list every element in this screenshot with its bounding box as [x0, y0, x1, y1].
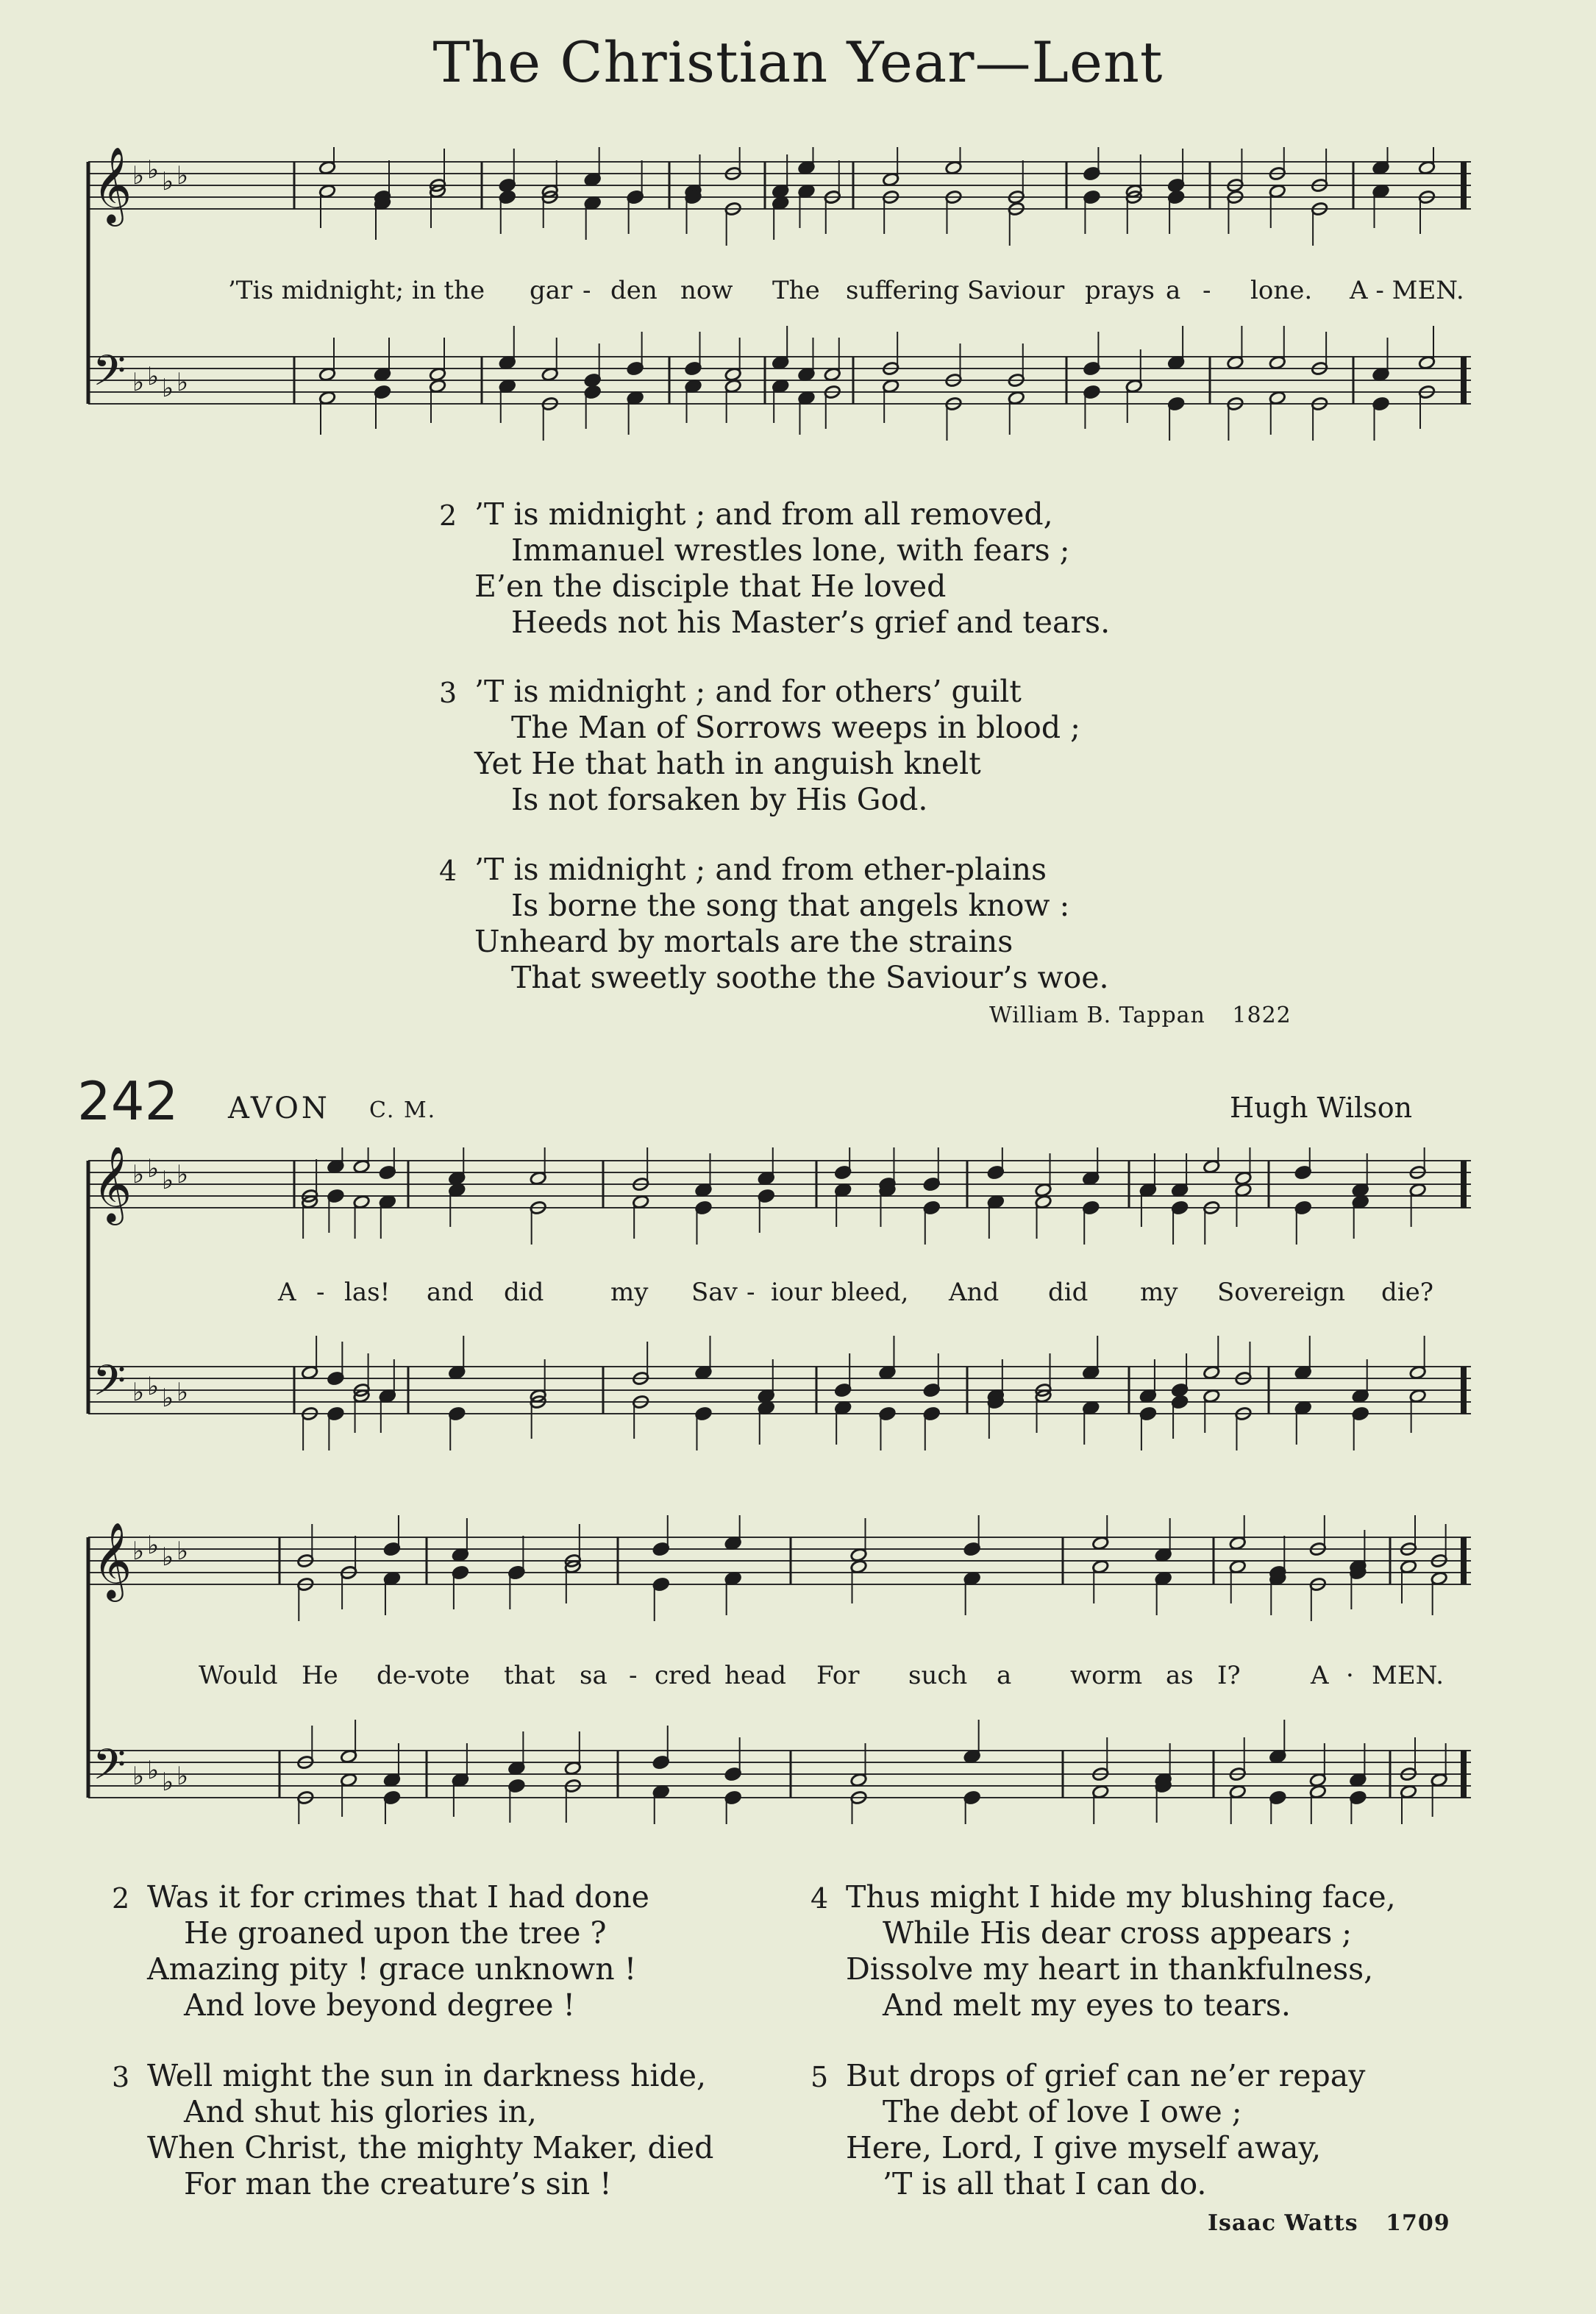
lyric: suffering [846, 276, 960, 305]
lyric: such [908, 1661, 968, 1690]
stanza-2: 2 Was it for crimes that I had done He groaned upon the tree ? Amazing pity ! grace unknown ! And love beyond degree ! [112, 1879, 649, 2023]
treble-clef-icon: 𝄞 [93, 1522, 132, 1599]
stanza-number: 4 [811, 1882, 829, 1915]
lyric: I? [1217, 1661, 1241, 1690]
page-title: The Christian Year—Lent [432, 29, 1164, 95]
flat-icon: ♭ [162, 1767, 174, 1797]
stanza-number: 4 [439, 855, 457, 887]
flat-icon: ♭ [132, 1378, 145, 1407]
lyric: den [610, 276, 658, 305]
flat-icon: ♭ [147, 1756, 160, 1785]
lyric: ’Tis midnight; in the [228, 276, 485, 305]
lyric: a [997, 1661, 1012, 1690]
stanza-4: 4 Thus might I hide my blushing face, While His dear cross appears ; Dissolve my heart in thankfulness, And melt my eyes to tears. [811, 1879, 1396, 2023]
lyric: A [1311, 1661, 1329, 1690]
lyric: die? [1381, 1278, 1433, 1307]
lyric: - [747, 1278, 755, 1307]
lyric: did [1048, 1278, 1089, 1307]
author-credit: William B. Tappan 1822 [989, 1003, 1292, 1028]
hymn-number: 242 [77, 1070, 179, 1132]
lyric: MEN. [1372, 1661, 1444, 1690]
flat-icon: ♭ [132, 1537, 145, 1566]
lyric: And [949, 1278, 1000, 1307]
lyric: bleed, [831, 1278, 909, 1307]
lyric: - [1203, 276, 1211, 305]
lyric: For [816, 1661, 860, 1690]
lyric: did [504, 1278, 544, 1307]
lyric: my [1140, 1278, 1178, 1307]
flat-icon: ♭ [162, 1166, 174, 1195]
lyric: prays [1085, 276, 1155, 305]
flat-icon: ♭ [162, 1542, 174, 1572]
lyric: The [772, 276, 820, 305]
lyric: Saviour [967, 276, 1065, 305]
lyric: sa [580, 1661, 608, 1690]
flat-icon: ♭ [177, 1160, 189, 1189]
lyric: de-vote [377, 1661, 470, 1690]
flat-icon: ♭ [162, 374, 174, 403]
flat-icon: ♭ [162, 1384, 174, 1413]
lyric: - [583, 276, 591, 305]
lyric: Sav [691, 1278, 738, 1307]
lyric: lone. [1250, 276, 1313, 305]
lyric: iour [771, 1278, 822, 1307]
flat-icon: ♭ [177, 1762, 189, 1791]
flat-icon: ♭ [147, 1372, 160, 1401]
lyric: Sovereign [1217, 1278, 1346, 1307]
flat-icon: ♭ [132, 1160, 145, 1189]
stanza-number: 5 [811, 2061, 829, 2093]
lyric: as [1166, 1661, 1194, 1690]
lyric: Would [199, 1661, 278, 1690]
lyric: A [278, 1278, 296, 1307]
lyric: a [1166, 276, 1181, 305]
lyric: that [504, 1661, 555, 1690]
flat-icon: ♭ [147, 1154, 160, 1183]
tune-name: AVON [228, 1092, 330, 1125]
lyric: las! [344, 1278, 391, 1307]
composer: Hugh Wilson [1230, 1092, 1413, 1124]
flat-icon: ♭ [177, 1378, 189, 1407]
bass-clef-icon: 𝄢 [93, 1740, 127, 1800]
author-credit: Isaac Watts 1709 [1208, 2210, 1450, 2236]
treble-clef-icon: 𝄞 [93, 1147, 132, 1222]
meter: C. M. [369, 1097, 437, 1123]
flat-icon: ♭ [177, 368, 189, 397]
flat-icon: ♭ [147, 155, 160, 185]
stanza-number: 3 [112, 2061, 130, 2093]
lyric: now [680, 276, 733, 305]
lyric: head [724, 1661, 787, 1690]
lyric: He [302, 1661, 338, 1690]
stanza-5: 5 But drops of grief can ne’er repay The debt of love I owe ; Here, Lord, I give myself away, ’T is all that I can do. [811, 2058, 1366, 2201]
flat-icon: ♭ [177, 1537, 189, 1566]
stanza-3: 3 ’T is midnight ; and for others’ guilt The Man of Sorrows weeps in blood ; Yet He that hath in anguish knelt Is not forsaken by His God. [439, 674, 1080, 817]
lyric: worm [1070, 1661, 1143, 1690]
lyric: · [1346, 1661, 1354, 1690]
flat-icon: ♭ [132, 161, 145, 191]
lyric: - [629, 1661, 638, 1690]
stanza-number: 2 [112, 1882, 130, 1915]
lyric: my [610, 1278, 649, 1307]
treble-clef-icon: 𝄞 [93, 147, 132, 224]
stanza-4: 4 ’T is midnight ; and from ether-plains Is borne the song that angels know : Unheard by mortals are the strains That sweetly soothe the Saviour’s woe. [439, 852, 1109, 995]
flat-icon: ♭ [147, 1531, 160, 1560]
flat-icon: ♭ [177, 161, 189, 191]
bass-clef-icon: 𝄢 [93, 346, 127, 406]
stanza-number: 3 [439, 677, 457, 709]
bass-clef-icon: 𝄢 [93, 1356, 127, 1416]
lyric: cred [655, 1661, 712, 1690]
lyric: A - MEN. [1350, 276, 1464, 305]
flat-icon: ♭ [132, 1762, 145, 1791]
lyric: - [316, 1278, 325, 1307]
stanza-number: 2 [439, 499, 457, 532]
lyric: gar [530, 276, 573, 305]
flat-icon: ♭ [162, 167, 174, 196]
flat-icon: ♭ [132, 368, 145, 397]
stanza-2: 2 ’T is midnight ; and from all removed, Immanuel wrestles lone, with fears ; E’en the disciple that He loved Heeds not his Master’s grief and tears. [439, 496, 1111, 640]
stanza-3: 3 Well might the sun in darkness hide, And shut his glories in, When Christ, the mighty Maker, died For man the creature’s sin ! [112, 2058, 714, 2201]
flat-icon: ♭ [147, 362, 160, 391]
lyric: and [427, 1278, 474, 1307]
